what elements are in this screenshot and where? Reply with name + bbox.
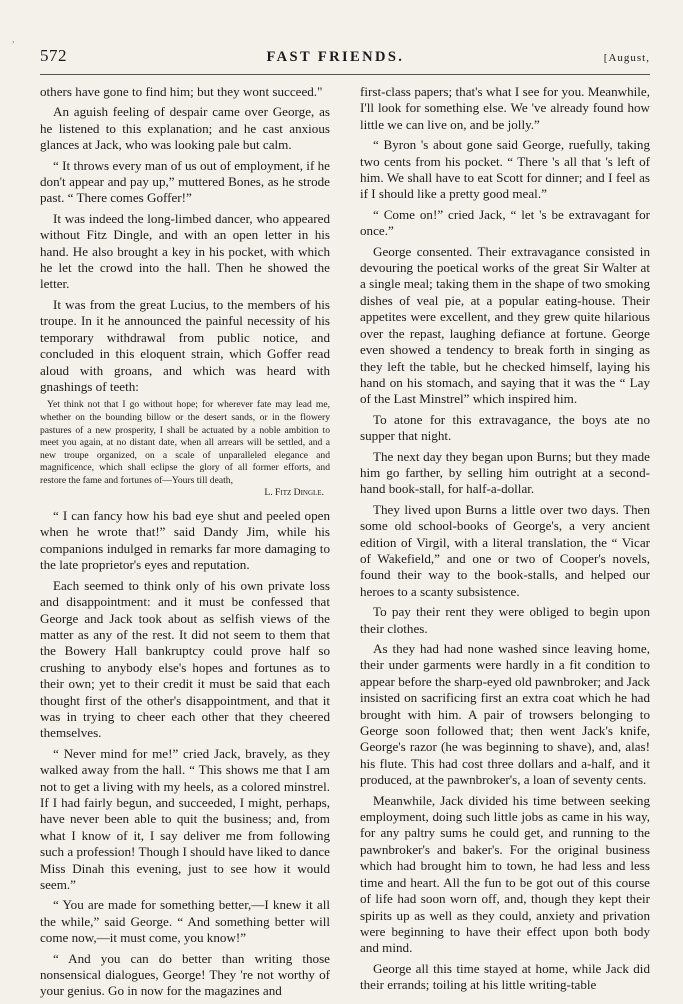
- paragraph: To atone for this extravagance, the boys ate no supper that night.: [360, 411, 650, 444]
- paragraph: George all this time stayed at home, while Jack did their errands; toiling at his little writing-table: [360, 960, 650, 993]
- paragraph: “ You are made for something better,—I knew it all the while,” said George. “ And something better will come now,—it must come, you know!”: [40, 897, 330, 946]
- paragraph: “ Come on!” cried Jack, “ let 's be extravagant for once.”: [360, 206, 650, 239]
- running-title: FAST FRIENDS.: [266, 49, 405, 65]
- paragraph: “ I can fancy how his bad eye shut and peeled open when he wrote that!” said Dandy Jim, while his companions indulged in remarks far more damaging to the late proprietor's eyes and reputation.: [40, 508, 330, 573]
- paragraph: first-class papers; that's what I see for you. Meanwhile, I'll look for something else. We 've already found how little we can live on, and be jolly.”: [360, 84, 650, 132]
- header-rule: [40, 74, 650, 75]
- paragraph: others have gone to find him; but they wont succeed.": [40, 84, 323, 99]
- paragraph: The next day they began upon Burns; but they made him go farther, by selling him outright at a second-hand book-stall, for half-a-dollar.: [360, 448, 650, 497]
- margin-mark: ,: [12, 34, 15, 45]
- paragraph: “ And you can do better than writing those nonsensical dialogues, George! They 're not worthy of your genius. Go in now for the magazines and: [40, 950, 330, 999]
- paragraph: George consented. Their extravagance consisted in devouring the poetical works of the great Sir Walter at a single meal; taking them in the shape of two smoking dishes of veal pie, at a popular eating-house. Their appetites were excellent, and they grew quite hilarious over the repast, laughing defiance at fortune. George even showed a tendency to break forth in singing as they left the table, but he checked himself, laying his hand on his stomach, and saying that it was the “ Lay of the Last Minstrel” which inspired him.: [360, 243, 650, 407]
- letter-signature: L. Fitz Dingle.: [264, 487, 324, 499]
- paragraph: “ Byron 's about gone said George, ruefully, taking two cents from his pocket. “ There 's all that 's left of him. We shall have to eat Scott for dinner; and I feel as if I should like a pretty good meal.”: [360, 137, 650, 202]
- paragraph: It was indeed the long-limbed dancer, who appeared without Fitz Dingle, and with an open letter in his hand. He also brought a key in his pocket, with which he let the crowd into the hall. Then he showed the letter.: [40, 210, 330, 292]
- paragraph: “ It throws every man of us out of employment, if he don't appear and pay up,” muttered Bones, as he strode past. “ There comes Goffer!”: [40, 157, 330, 206]
- letter-quote: [40, 399, 330, 500]
- left-column: [40, 84, 330, 1004]
- paragraph: To pay their rent they were obliged to begin upon their clothes.: [360, 604, 650, 636]
- paragraph: It was from the great Lucius, to the members of his troupe. In it he announced the painful necessity of his temporary withdrawal from public notice, and concluded in this eloquent strain, which Goffer read aloud with groans, and which was heard with gnashings of teeth:: [40, 296, 330, 394]
- right-column: [360, 84, 650, 998]
- paragraph: They lived upon Burns a little over two days. Then some old school-books of George's, a very ancient edition of Virgil, with a literal translation, the “ Vicar of Wakefield,” and one or two of Cooper's novels, found their way to the book-stalls, and helped our heroes to a scanty subsistence.: [360, 501, 650, 599]
- paragraph: Meanwhile, Jack divided his time between seeking employment, doing such little jobs as came in his way, for any paltry sums he could get, and running to the pawnbroker's and baker's. For the original business which had brought him to town, he had less and less time and heart. All the fun to be got out of this course of life had soon worn off, and, though they kept their spirits up as well as they could, anxiety and privation were beginning to have their effect upon both body and mind.: [360, 792, 650, 956]
- paragraph: Each seemed to think only of his own private loss and disappointment: and it must be confessed that George and Jack took about as selfish views of the matter as any of the rest. It did not seem to them that the Bowery Hall bankruptcy could prove half so crushing to anybody else's hopes and fortunes as to their own; yet to their credit it must be said that each thought first of the other's disappointment, and that it was in trying to cheer each other that they cheered themselves.: [40, 577, 330, 741]
- paragraph: “ Never mind for me!” cried Jack, bravely, as they walked away from the hall. “ This shows me that I am not to get a living with my heels, as a colored minstrel. If I had fairly begun, and succeeded, I might, perhaps, have never been able to quit the business; and, from what I know of it, I say deliver me from following such a profession! Though I should have liked to dance Miss Dinah this evening, just to see how it would seem.”: [40, 745, 330, 892]
- running-month: [August,: [603, 52, 650, 64]
- paragraph: An aguish feeling of despair came over George, as he listened to this explanation; and he cast anxious glances at Jack, who was looking pale but calm.: [40, 104, 330, 153]
- running-header: [40, 46, 650, 68]
- letter-text: Yet think not that I go without hope; for wherever fate may lead me, whether on the bounding billow or the desert sands, or in the flowery pastures of a new prosperity, I shall be actuated by a noble ambition to meet you again, at no distant date, when all arrears will be settled, and a new troupe organized, on a scale of unparalleled elegance and magnificence, which shall eclipse the glory of all former efforts, and restore the fame and fortunes of—Yours till death,: [40, 399, 330, 486]
- paragraph: As they had had none washed since leaving home, their under garments were hardly in a fit condition to appear before the sharp-eyed old pawnbroker; and Jack insisted on sacrificing first an extra coat which he had brought with him. A pair of trowsers belonging to George soon followed that; then went Jack's knife, George's razor (he was beginning to shave), and, alas! his flute. This had cost three dollars and a-half, and it produced, at the pawnbroker's, a loan of seventy cents.: [360, 641, 650, 788]
- page-number: 572: [40, 46, 67, 65]
